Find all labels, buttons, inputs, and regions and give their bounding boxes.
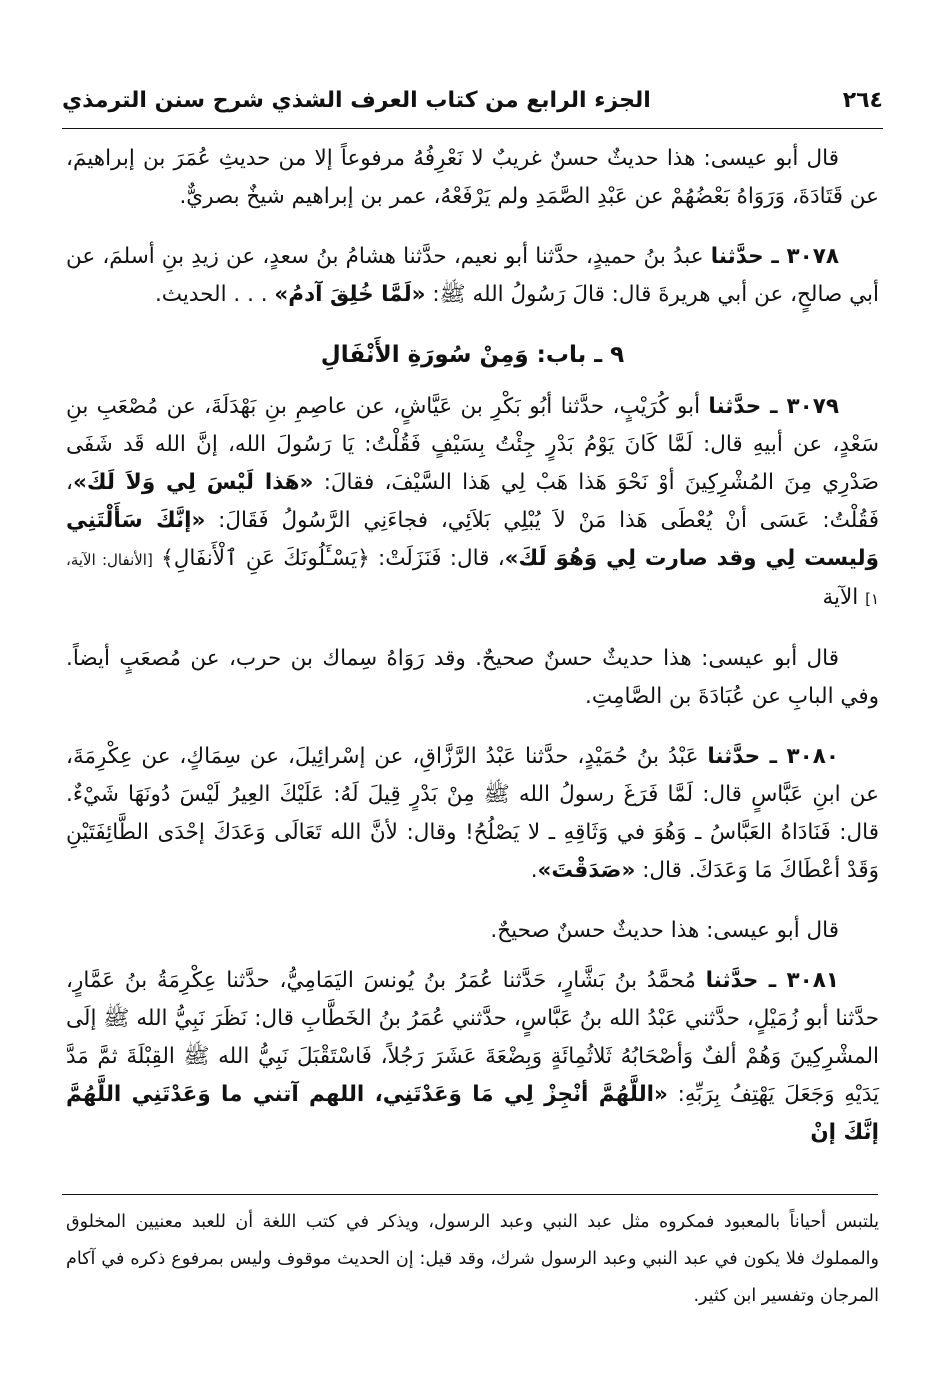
- header-rule: [62, 128, 883, 129]
- hadith-quote: «إنَّكَ سَأَلْتَنِي وَليست لِي وقد صارت لِي وَهُوَ لَكَ»: [66, 508, 879, 571]
- paragraph-text: قال أبو عيسى: هذا حديثٌ حسنٌ صحيحٌ.: [490, 918, 839, 943]
- footnote-rule: [62, 1194, 878, 1195]
- hadith-tail: . . . الحديث.: [154, 282, 268, 307]
- hadith-number-lead: ٣٠٧٩ ـ حدَّثنا: [708, 394, 840, 419]
- hadith-number-lead: ٣٠٨٠ ـ حدَّثنا: [707, 744, 839, 769]
- book-title: الجزء الرابع من كتاب العرف الشذي شرح سنن الترمذي: [62, 87, 651, 113]
- paragraph-note-3077: [66, 140, 879, 216]
- hadith-quote: «هَذا لَيْسَ لِي وَلاَ لَكَ»: [72, 470, 314, 495]
- hadith-tail: .: [530, 858, 538, 883]
- hadith-3078: [66, 238, 879, 314]
- hadith-3080: [66, 738, 879, 890]
- paragraph-text: قال أبو عيسى: هذا حديثٌ حسنٌ صحيحٌ. وقد رَوَاهُ سِماك بن حرب، عن مُصعَبٍ أيضاً. وفي البابِ عن عُبَادَةَ بن الصَّامِتِ.: [66, 646, 879, 709]
- note-3080: [66, 912, 879, 950]
- hadith-text: أبو كُرَيْبٍ، حدَّثنا أبُو بَكْرِ بن عَيَّاشٍ، عن عاصِمِ بنِ بَهْدَلَةَ، عن مُصْعَبِ بنِ سَعْدٍ، عن أبيهِ قال: لَمَّا كَانَ يَوْمُ بَدْرٍ جِئْتُ بِسَيْفٍ فَقُلْتُ: يَا رَسُولَ الله، إنَّ الله قَد شَفَى صَدْرِي مِنَ المُشْرِكِينَ أوْ نَحْوَ هَذا هَبْ لِي هَذا السَّيْفَ، فقالَ:: [66, 394, 880, 495]
- note-3079: [66, 640, 879, 716]
- hadith-text: ، فَقُلْتُ: عَسَى أنْ يُعْطَى هَذا مَنْ لاَ يُبْلِي بَلاَئِي، فجاءَنِي الرَّسُولُ فَقَالَ:: [66, 470, 879, 533]
- footnote: [66, 1204, 879, 1315]
- hadith-text: عبدُ بنُ حميدٍ، حدَّثنا أبو نعيم، حدَّثنا هشامُ بنُ سعدٍ، عن زيدِ بنِ أسلمَ، عن أبي صالحٍ، عن أبي هريرةَ قال: قالَ رَسُولُ الله ﷺ:: [66, 244, 879, 307]
- hadith-3079: [66, 388, 879, 618]
- hadith-text: عَبْدُ بنُ حُمَيْدٍ، حدَّثنا عَبْدُ الرَّزَّاقِ، عن إسْرائِيلَ، عن سِمَاكٍ، عن عِكْرِمَةَ، عن ابنِ عَبَّاسٍ قال: لَمَّا فَرَغَ رسولُ الله ﷺ مِنْ بَدْرٍ قِيلَ لَهُ: عَلَيْكَ العِيرُ لَيْسَ دُونَهَا شَيْءٌ. قال: فَنَادَاهُ العَبَّاسُ ـ وَهُوَ في وَثَاقِهِ ـ لا يَصْلُحُ! وقال: لأنَّ الله تَعَالَى وَعَدَكَ إحْدَى الطَّائِفَتَيْنِ وَقَدْ أعْطَاكَ مَا وَعَدَكَ. قال:: [66, 744, 879, 883]
- quran-verse: ﴿يَسْـَٔلُونَكَ عَنِ ٱلْأَنفَالِ﴾: [161, 546, 370, 571]
- quran-citation: [الأنفال: الآية، ١]: [66, 551, 879, 608]
- hadith-text: ، قال: فَنَزَلَتْ:: [377, 546, 505, 571]
- footnote-text: يلتبس أحياناً بالمعبود فمكروه مثل عبد النبي وعبد الرسول، ويذكر في كتب اللغة أن للعبد معنيين المخلوق والمملوك فلا يكون في عبد النبي وعبد الرسول شرك، وقد قيل: إن الحديث موقوف وليس بمرفوع ذكره في آكام المرجان وتفسير ابن كثير.: [66, 1212, 879, 1306]
- hadith-quote: «صَدَقْتَ»: [537, 858, 636, 883]
- main-text: [66, 140, 879, 1174]
- hadith-tail: الآية: [822, 585, 859, 610]
- paragraph-text: قال أبو عيسى: هذا حديثٌ حسنٌ غريبٌ لا نَعْرِفُهُ مرفوعاً إلا من حديثِ عُمَرَ بن إبراهيمَ، عن قَتَادَةَ، وَرَوَاهُ بَعْضُهُمْ عن عَبْدِ الصَّمَدِ ولم يَرْفَعْهُ، عمر بن إبراهيم شيخٌ بصريٌّ.: [66, 146, 879, 209]
- hadith-quote: «لَمَّا خُلِقَ آدمُ»: [274, 282, 426, 307]
- running-header: [62, 78, 883, 122]
- hadith-number-lead: ٣٠٨١ ـ حدَّثنا: [705, 968, 839, 993]
- hadith-number-lead: ٣٠٧٨ ـ حدَّثنا: [710, 244, 840, 269]
- hadith-3081: [66, 962, 879, 1152]
- chapter-heading: ٩ ـ باب: وَمِنْ سُورَةِ الأَنْفَالِ: [320, 342, 625, 368]
- page-number: ٢٦٤: [842, 87, 883, 113]
- hadith-text: مُحمَّدُ بنُ بَشَّارٍ، حَدَّثنا عُمَرُ بنُ يُونسَ اليَمَامِيُّ، حدَّثنا عِكْرِمَةُ بنُ عَمَّارٍ، حدَّثنا أبو زُمَيْلٍ، حدَّثني عَبْدُ الله بنُ عَبَّاسٍ، حدَّثني عُمَرُ بنُ الخَطَّابِ قال: نَظَرَ نَبِيُّ الله ﷺ إلَى المشْرِكِينَ وَهُمْ ألفٌ وَأصْحَابُهُ ثَلاثُمِائَةٍ وَبِضْعَةَ عَشَرَ رَجُلاً، فَاسْتَقْبَلَ نَبِيُّ الله ﷺ القِبْلَةَ ثمَّ مَدَّ يَدَيْهِ وَجَعَلَ يَهْتِفُ بِرَبِّهِ:: [66, 968, 879, 1107]
- hadith-quote: «اللَّهُمَّ أنْجِزْ لِي مَا وَعَدْتَنِي، اللهم آتني ما وَعَدْتَنِي اللَّهُمَّ إنَّكَ إنْ: [66, 1082, 879, 1145]
